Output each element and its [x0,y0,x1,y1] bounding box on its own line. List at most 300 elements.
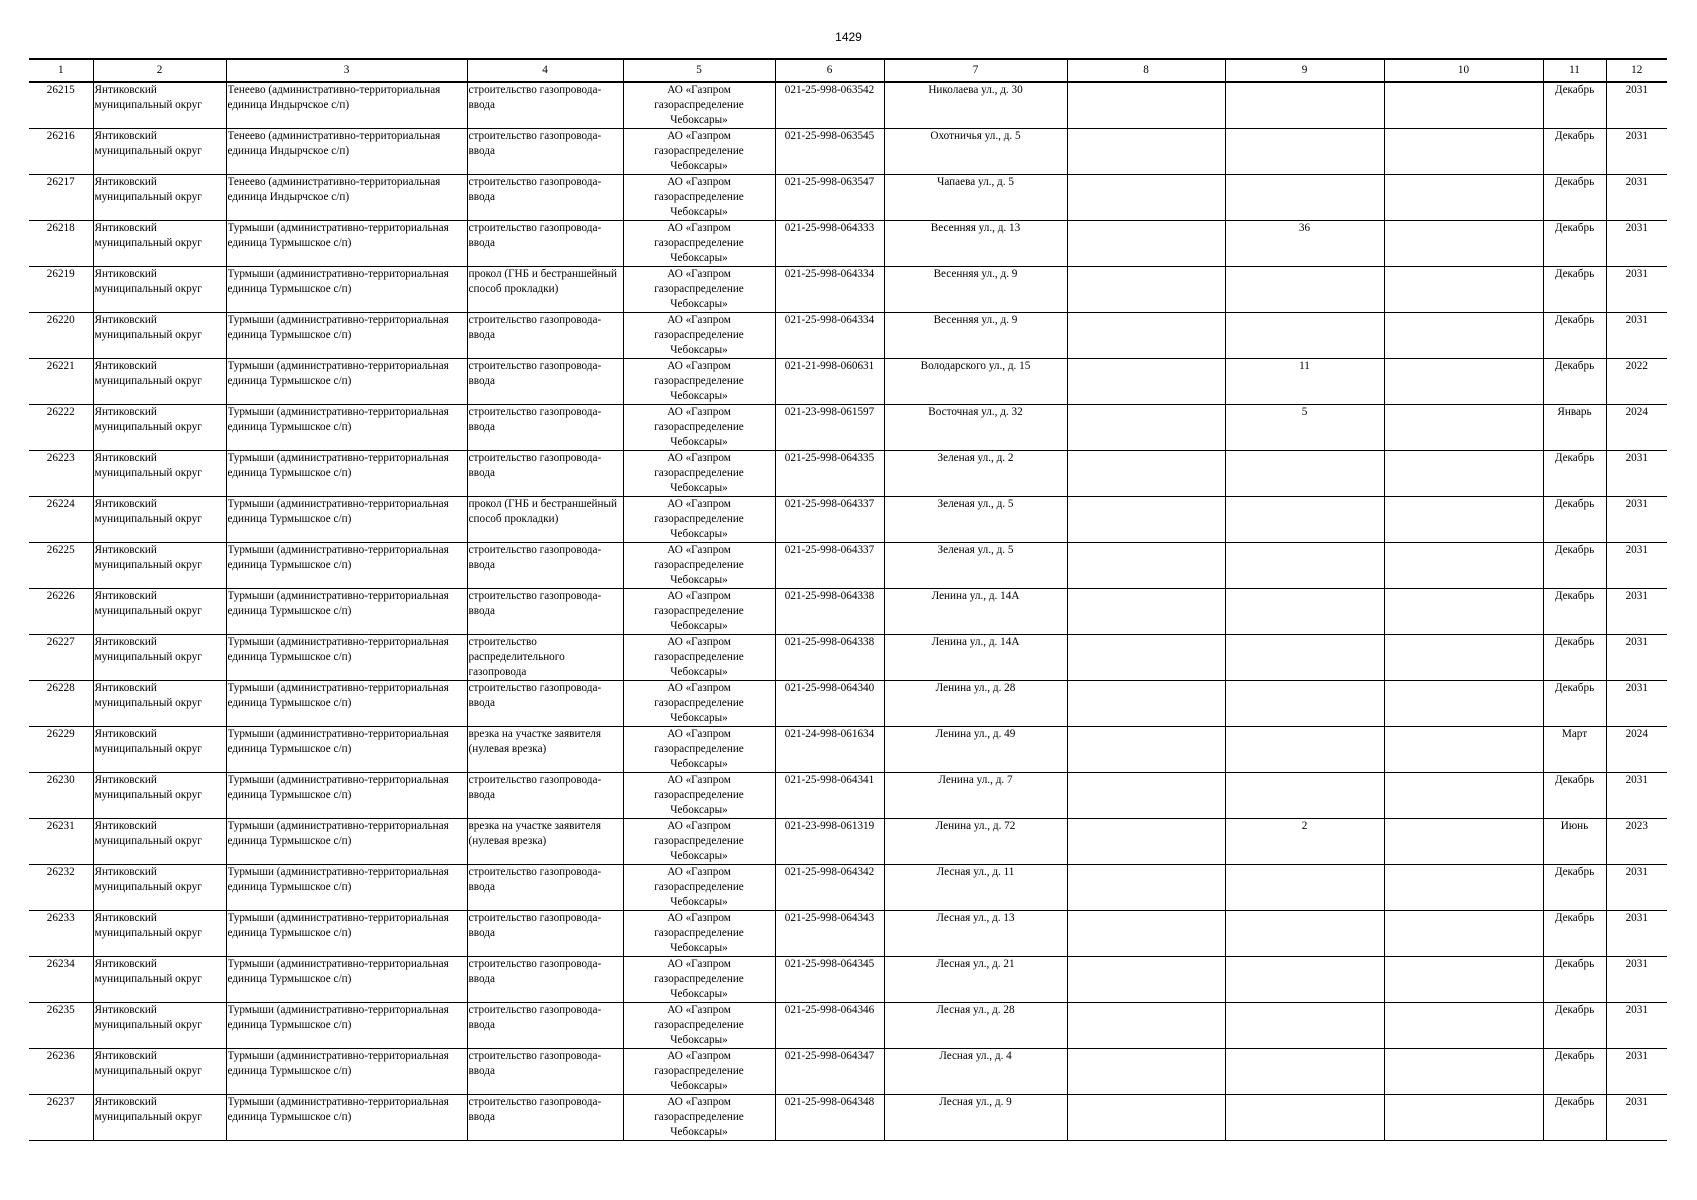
month-cell-text: Декабрь [1554,1096,1595,1108]
organization-cell [623,1049,775,1095]
settlement-cell [226,543,467,589]
column-10-cell-text [1386,1049,1542,1094]
settlement-cell [226,175,467,221]
column-10-cell [1384,681,1543,727]
column-10-cell [1384,82,1543,129]
month-cell-text: Декабрь [1554,544,1595,556]
code-cell-text: 021-25-998-064334 [784,268,875,280]
column-9-cell-text [1227,681,1383,726]
work-type-cell [467,819,623,865]
month-cell [1543,1003,1606,1049]
column-10-cell [1384,1095,1543,1141]
organization-cell [623,497,775,543]
year-cell [1606,221,1667,267]
settlement-cell-text: Турмыши (административно-территориальная единица Турмышское с/п) [227,1050,449,1077]
column-10-cell [1384,911,1543,957]
settlement-cell-text: Турмыши (административно-территориальная единица Турмышское с/п) [227,958,449,985]
row-number-text: 26232 [46,866,75,878]
column-9-cell-text [1227,83,1383,128]
address-cell [884,359,1067,405]
column-10-cell-text [1386,267,1542,312]
row-number-text: 26230 [46,774,75,786]
address-cell-text: Ленина ул., д. 14А [931,636,1020,648]
column-10-cell [1384,267,1543,313]
table-row [29,405,1667,451]
row-number [29,451,93,497]
work-type-cell-text: строительство газопровода-ввода [468,84,602,111]
address-cell [884,543,1067,589]
work-type-cell [467,589,623,635]
row-number-text: 26222 [46,406,75,418]
address-cell-text: Весенняя ул., д. 9 [933,268,1018,280]
row-number-text: 26227 [46,636,75,648]
code-cell [775,359,884,405]
column-8-cell-text [1069,175,1224,220]
district-cell-text: Янтиковский муниципальный округ [94,1050,202,1077]
column-8-cell [1067,957,1225,1003]
column-9-cell-text: 36 [1298,222,1311,234]
address-cell-text: Восточная ул., д. 32 [928,406,1023,418]
district-cell [93,497,226,543]
column-10-cell-text [1386,83,1542,128]
column-9-cell-text [1227,1095,1383,1140]
address-cell-text: Лесная ул., д. 21 [936,958,1015,970]
column-8-cell-text [1069,221,1224,266]
column-8-cell [1067,267,1225,313]
code-cell-text: 021-25-998-064348 [784,1096,875,1108]
settlement-cell [226,911,467,957]
column-10-cell-text [1386,359,1542,404]
district-cell-text: Янтиковский муниципальный округ [94,774,202,801]
settlement-cell [226,681,467,727]
code-cell [775,727,884,773]
row-number [29,221,93,267]
settlement-cell-text: Турмыши (административно-территориальная единица Турмышское с/п) [227,866,449,893]
row-number [29,267,93,313]
column-8-cell [1067,221,1225,267]
settlement-cell [226,82,467,129]
row-number [29,589,93,635]
district-cell-text: Янтиковский муниципальный округ [94,498,202,525]
code-cell [775,543,884,589]
row-number [29,129,93,175]
work-type-cell-text: строительство газопровода-ввода [468,222,602,249]
organization-cell-text: АО «Газпром газораспределение Чебоксары» [654,176,744,218]
table-row [29,1049,1667,1095]
column-8-cell-text [1069,543,1224,588]
month-cell [1543,221,1606,267]
settlement-cell [226,267,467,313]
column-8-cell [1067,1049,1225,1095]
column-10-cell-text [1386,589,1542,634]
settlement-cell-text: Турмыши (административно-территориальная единица Турмышское с/п) [227,406,449,433]
row-number-text: 26220 [46,314,75,326]
column-8-cell [1067,175,1225,221]
work-type-cell-text: прокол (ГНБ и бестраншейный способ прокладки) [468,268,618,295]
work-type-cell [467,497,623,543]
column-10-cell-text [1386,221,1542,266]
address-cell [884,175,1067,221]
settlement-cell-text: Тенеево (административно-территориальная единица Индырчское с/п) [227,84,441,111]
column-8-cell-text [1069,1095,1224,1140]
year-cell [1606,175,1667,221]
row-number [29,313,93,359]
district-cell [93,267,226,313]
work-type-cell-text: строительство газопровода-ввода [468,958,602,985]
district-cell [93,405,226,451]
year-cell-text: 2031 [1625,1096,1648,1108]
work-type-cell [467,313,623,359]
district-cell [93,911,226,957]
settlement-cell [226,773,467,819]
row-number [29,773,93,819]
column-10-cell [1384,635,1543,681]
settlement-cell-text: Турмыши (административно-территориальная единица Турмышское с/п) [227,1004,449,1031]
work-type-cell [467,773,623,819]
address-cell-text: Ленина ул., д. 14А [931,590,1020,602]
year-cell-text: 2031 [1625,682,1648,694]
column-9-cell [1225,681,1384,727]
district-cell [93,819,226,865]
address-cell-text: Николаева ул., д. 30 [928,84,1023,96]
column-9-cell [1225,221,1384,267]
column-8-cell [1067,359,1225,405]
column-8-cell-text [1069,635,1224,680]
year-cell [1606,313,1667,359]
row-number [29,359,93,405]
work-type-cell-text: строительство газопровода-ввода [468,774,602,801]
district-cell-text: Янтиковский муниципальный округ [94,1096,202,1123]
row-number-text: 26226 [46,590,75,602]
year-cell-text: 2031 [1625,268,1648,280]
address-cell [884,313,1067,359]
month-cell-text: Декабрь [1554,682,1595,694]
column-10-cell-text [1386,129,1542,174]
column-header-3: 3 [226,59,467,82]
settlement-cell-text: Турмыши (административно-территориальная единица Турмышское с/п) [227,774,449,801]
column-header-1: 1 [29,59,93,82]
column-8-cell-text [1069,727,1224,772]
year-cell-text: 2031 [1625,314,1648,326]
month-cell-text: Декабрь [1554,176,1595,188]
page-number: 1429 [835,30,862,44]
district-cell [93,359,226,405]
row-number-text: 26233 [46,912,75,924]
settlement-cell [226,451,467,497]
table-row [29,359,1667,405]
code-cell [775,957,884,1003]
code-cell-text: 021-25-998-063545 [784,130,875,142]
organization-cell-text: АО «Газпром газораспределение Чебоксары» [654,452,744,494]
organization-cell-text: АО «Газпром газораспределение Чебоксары» [654,498,744,540]
column-header-10: 10 [1384,59,1543,82]
column-10-cell [1384,221,1543,267]
district-cell-text: Янтиковский муниципальный округ [94,268,202,295]
code-cell [775,175,884,221]
month-cell [1543,129,1606,175]
settlement-cell [226,865,467,911]
column-10-cell-text [1386,175,1542,220]
code-cell [775,129,884,175]
address-cell [884,681,1067,727]
settlement-cell [226,1049,467,1095]
column-10-cell-text [1386,543,1542,588]
year-cell-text: 2031 [1625,590,1648,602]
column-9-cell [1225,1003,1384,1049]
column-9-cell [1225,313,1384,359]
table-body [29,82,1667,1141]
month-cell-text: Декабрь [1554,774,1595,786]
district-cell-text: Янтиковский муниципальный округ [94,1004,202,1031]
address-cell [884,497,1067,543]
column-header-12: 12 [1606,59,1667,82]
row-number-text: 26236 [46,1050,75,1062]
row-number-text: 26215 [46,84,75,96]
year-cell-text: 2031 [1625,1004,1648,1016]
column-8-cell-text [1069,129,1224,174]
organization-cell [623,819,775,865]
column-9-cell-text: 11 [1299,360,1310,372]
address-cell-text: Ленина ул., д. 7 [938,774,1013,786]
column-9-cell-text [1227,957,1383,1002]
district-cell-text: Янтиковский муниципальный округ [94,452,202,479]
table-row [29,1003,1667,1049]
column-9-cell-text [1227,589,1383,634]
address-cell [884,957,1067,1003]
column-9-cell-text: 5 [1301,406,1308,418]
settlement-cell-text: Турмыши (административно-территориальная единица Турмышское с/п) [227,636,449,663]
column-9-cell-text [1227,175,1383,220]
organization-cell-text: АО «Газпром газораспределение Чебоксары» [654,222,744,264]
row-number [29,1003,93,1049]
organization-cell-text: АО «Газпром газораспределение Чебоксары» [654,636,744,678]
year-cell-text: 2031 [1625,1050,1648,1062]
row-number-text: 26223 [46,452,75,464]
month-cell [1543,1049,1606,1095]
district-cell-text: Янтиковский муниципальный округ [94,728,202,755]
month-cell-text: Декабрь [1554,222,1595,234]
column-8-cell-text [1069,83,1224,128]
column-8-cell [1067,1003,1225,1049]
code-cell [775,1095,884,1141]
column-9-cell-text [1227,129,1383,174]
district-cell [93,82,226,129]
address-cell-text: Лесная ул., д. 4 [939,1050,1012,1062]
code-cell-text: 021-25-998-064341 [784,774,875,786]
column-10-cell-text [1386,1095,1542,1140]
district-cell-text: Янтиковский муниципальный округ [94,912,202,939]
column-8-cell-text [1069,865,1224,910]
month-cell-text: Июнь [1560,820,1589,832]
address-cell [884,129,1067,175]
month-cell-text: Декабрь [1554,958,1595,970]
organization-cell [623,543,775,589]
address-cell [884,267,1067,313]
month-cell-text: Декабрь [1554,498,1595,510]
column-9-cell-text [1227,727,1383,772]
organization-cell [623,313,775,359]
column-9-cell [1225,589,1384,635]
table-row [29,221,1667,267]
organization-cell [623,727,775,773]
year-cell [1606,497,1667,543]
month-cell [1543,589,1606,635]
work-type-cell-text: строительство газопровода-ввода [468,682,602,709]
row-number [29,957,93,1003]
district-cell [93,451,226,497]
column-8-cell-text [1069,451,1224,496]
month-cell-text: Март [1561,728,1588,740]
column-9-cell [1225,129,1384,175]
month-cell-text: Декабрь [1554,590,1595,602]
column-10-cell [1384,359,1543,405]
column-8-cell [1067,911,1225,957]
address-cell-text: Ленина ул., д. 72 [935,820,1016,832]
column-8-cell-text [1069,1049,1224,1094]
column-10-cell [1384,819,1543,865]
code-cell-text: 021-25-998-064337 [784,544,875,556]
code-cell [775,911,884,957]
column-8-cell-text [1069,313,1224,358]
year-cell-text: 2031 [1625,912,1648,924]
month-cell [1543,497,1606,543]
code-cell-text: 021-25-998-064346 [784,1004,875,1016]
settlement-cell [226,1095,467,1141]
code-cell-text: 021-25-998-064334 [784,314,875,326]
month-cell [1543,957,1606,1003]
month-cell-text: Декабрь [1554,1050,1595,1062]
address-cell [884,405,1067,451]
address-cell-text: Лесная ул., д. 9 [939,1096,1012,1108]
table-row [29,911,1667,957]
district-cell-text: Янтиковский муниципальный округ [94,544,202,571]
table-row [29,773,1667,819]
work-type-cell-text: строительство газопровода-ввода [468,544,602,571]
settlement-cell [226,727,467,773]
year-cell [1606,1095,1667,1141]
month-cell [1543,267,1606,313]
column-9-cell-text [1227,911,1383,956]
column-8-cell [1067,129,1225,175]
organization-cell [623,865,775,911]
organization-cell [623,681,775,727]
work-type-cell [467,175,623,221]
column-10-cell-text [1386,773,1542,818]
month-cell [1543,543,1606,589]
row-number [29,82,93,129]
month-cell-text: Декабрь [1554,636,1595,648]
code-cell-text: 021-25-998-064342 [784,866,875,878]
column-8-cell-text [1069,957,1224,1002]
column-header-5: 5 [623,59,775,82]
settlement-cell [226,957,467,1003]
column-10-cell [1384,405,1543,451]
code-cell-text: 021-25-998-064338 [784,636,875,648]
year-cell [1606,82,1667,129]
column-9-cell [1225,819,1384,865]
address-cell [884,1049,1067,1095]
address-cell-text: Лесная ул., д. 28 [936,1004,1015,1016]
year-cell [1606,267,1667,313]
work-type-cell-text: строительство газопровода-ввода [468,176,602,203]
settlement-cell-text: Турмыши (административно-территориальная единица Турмышское с/п) [227,360,449,387]
code-cell [775,819,884,865]
column-10-cell [1384,865,1543,911]
district-cell [93,681,226,727]
work-type-cell-text: строительство газопровода-ввода [468,866,602,893]
row-number-text: 26219 [46,268,75,280]
column-10-cell-text [1386,911,1542,956]
code-cell [775,865,884,911]
column-header-8: 8 [1067,59,1225,82]
settlement-cell [226,497,467,543]
organization-cell-text: АО «Газпром газораспределение Чебоксары» [654,130,744,172]
year-cell [1606,129,1667,175]
address-cell-text: Чапаева ул., д. 5 [937,176,1014,188]
address-cell-text: Лесная ул., д. 11 [936,866,1015,878]
row-number [29,911,93,957]
organization-cell-text: АО «Газпром газораспределение Чебоксары» [654,1050,744,1092]
district-cell [93,1003,226,1049]
table-row [29,451,1667,497]
year-cell [1606,543,1667,589]
year-cell-text: 2024 [1625,406,1648,418]
address-cell-text: Ленина ул., д. 28 [935,682,1016,694]
column-10-cell-text [1386,819,1542,864]
organization-cell [623,1095,775,1141]
code-cell [775,1049,884,1095]
table-row [29,543,1667,589]
row-number [29,865,93,911]
code-cell [775,681,884,727]
work-type-cell-text: строительство газопровода-ввода [468,314,602,341]
settlement-cell-text: Турмыши (административно-территориальная единица Турмышское с/п) [227,498,449,525]
organization-cell [623,129,775,175]
column-9-cell [1225,267,1384,313]
work-type-cell-text: строительство газопровода-ввода [468,452,602,479]
organization-cell-text: АО «Газпром газораспределение Чебоксары» [654,268,744,310]
column-10-cell-text [1386,727,1542,772]
work-type-cell [467,635,623,681]
year-cell [1606,589,1667,635]
column-9-cell-text [1227,497,1383,542]
code-cell [775,497,884,543]
settlement-cell-text: Турмыши (административно-территориальная единица Турмышское с/п) [227,222,449,249]
table-row [29,957,1667,1003]
work-type-cell [467,359,623,405]
code-cell-text: 021-25-998-064338 [784,590,875,602]
year-cell [1606,911,1667,957]
district-cell [93,1049,226,1095]
code-cell [775,1003,884,1049]
column-10-cell-text [1386,497,1542,542]
code-cell-text: 021-25-998-064337 [784,498,875,510]
settlement-cell-text: Турмыши (административно-территориальная единица Турмышское с/п) [227,1096,449,1123]
address-cell [884,221,1067,267]
column-9-cell-text [1227,1003,1383,1048]
column-10-cell [1384,129,1543,175]
month-cell [1543,635,1606,681]
address-cell-text: Зеленая ул., д. 5 [937,498,1014,510]
district-cell [93,589,226,635]
column-9-cell [1225,82,1384,129]
address-cell-text: Охотничья ул., д. 5 [930,130,1021,142]
column-8-cell [1067,589,1225,635]
column-9-cell [1225,635,1384,681]
district-cell-text: Янтиковский муниципальный округ [94,176,202,203]
work-type-cell [467,1095,623,1141]
column-8-cell [1067,313,1225,359]
